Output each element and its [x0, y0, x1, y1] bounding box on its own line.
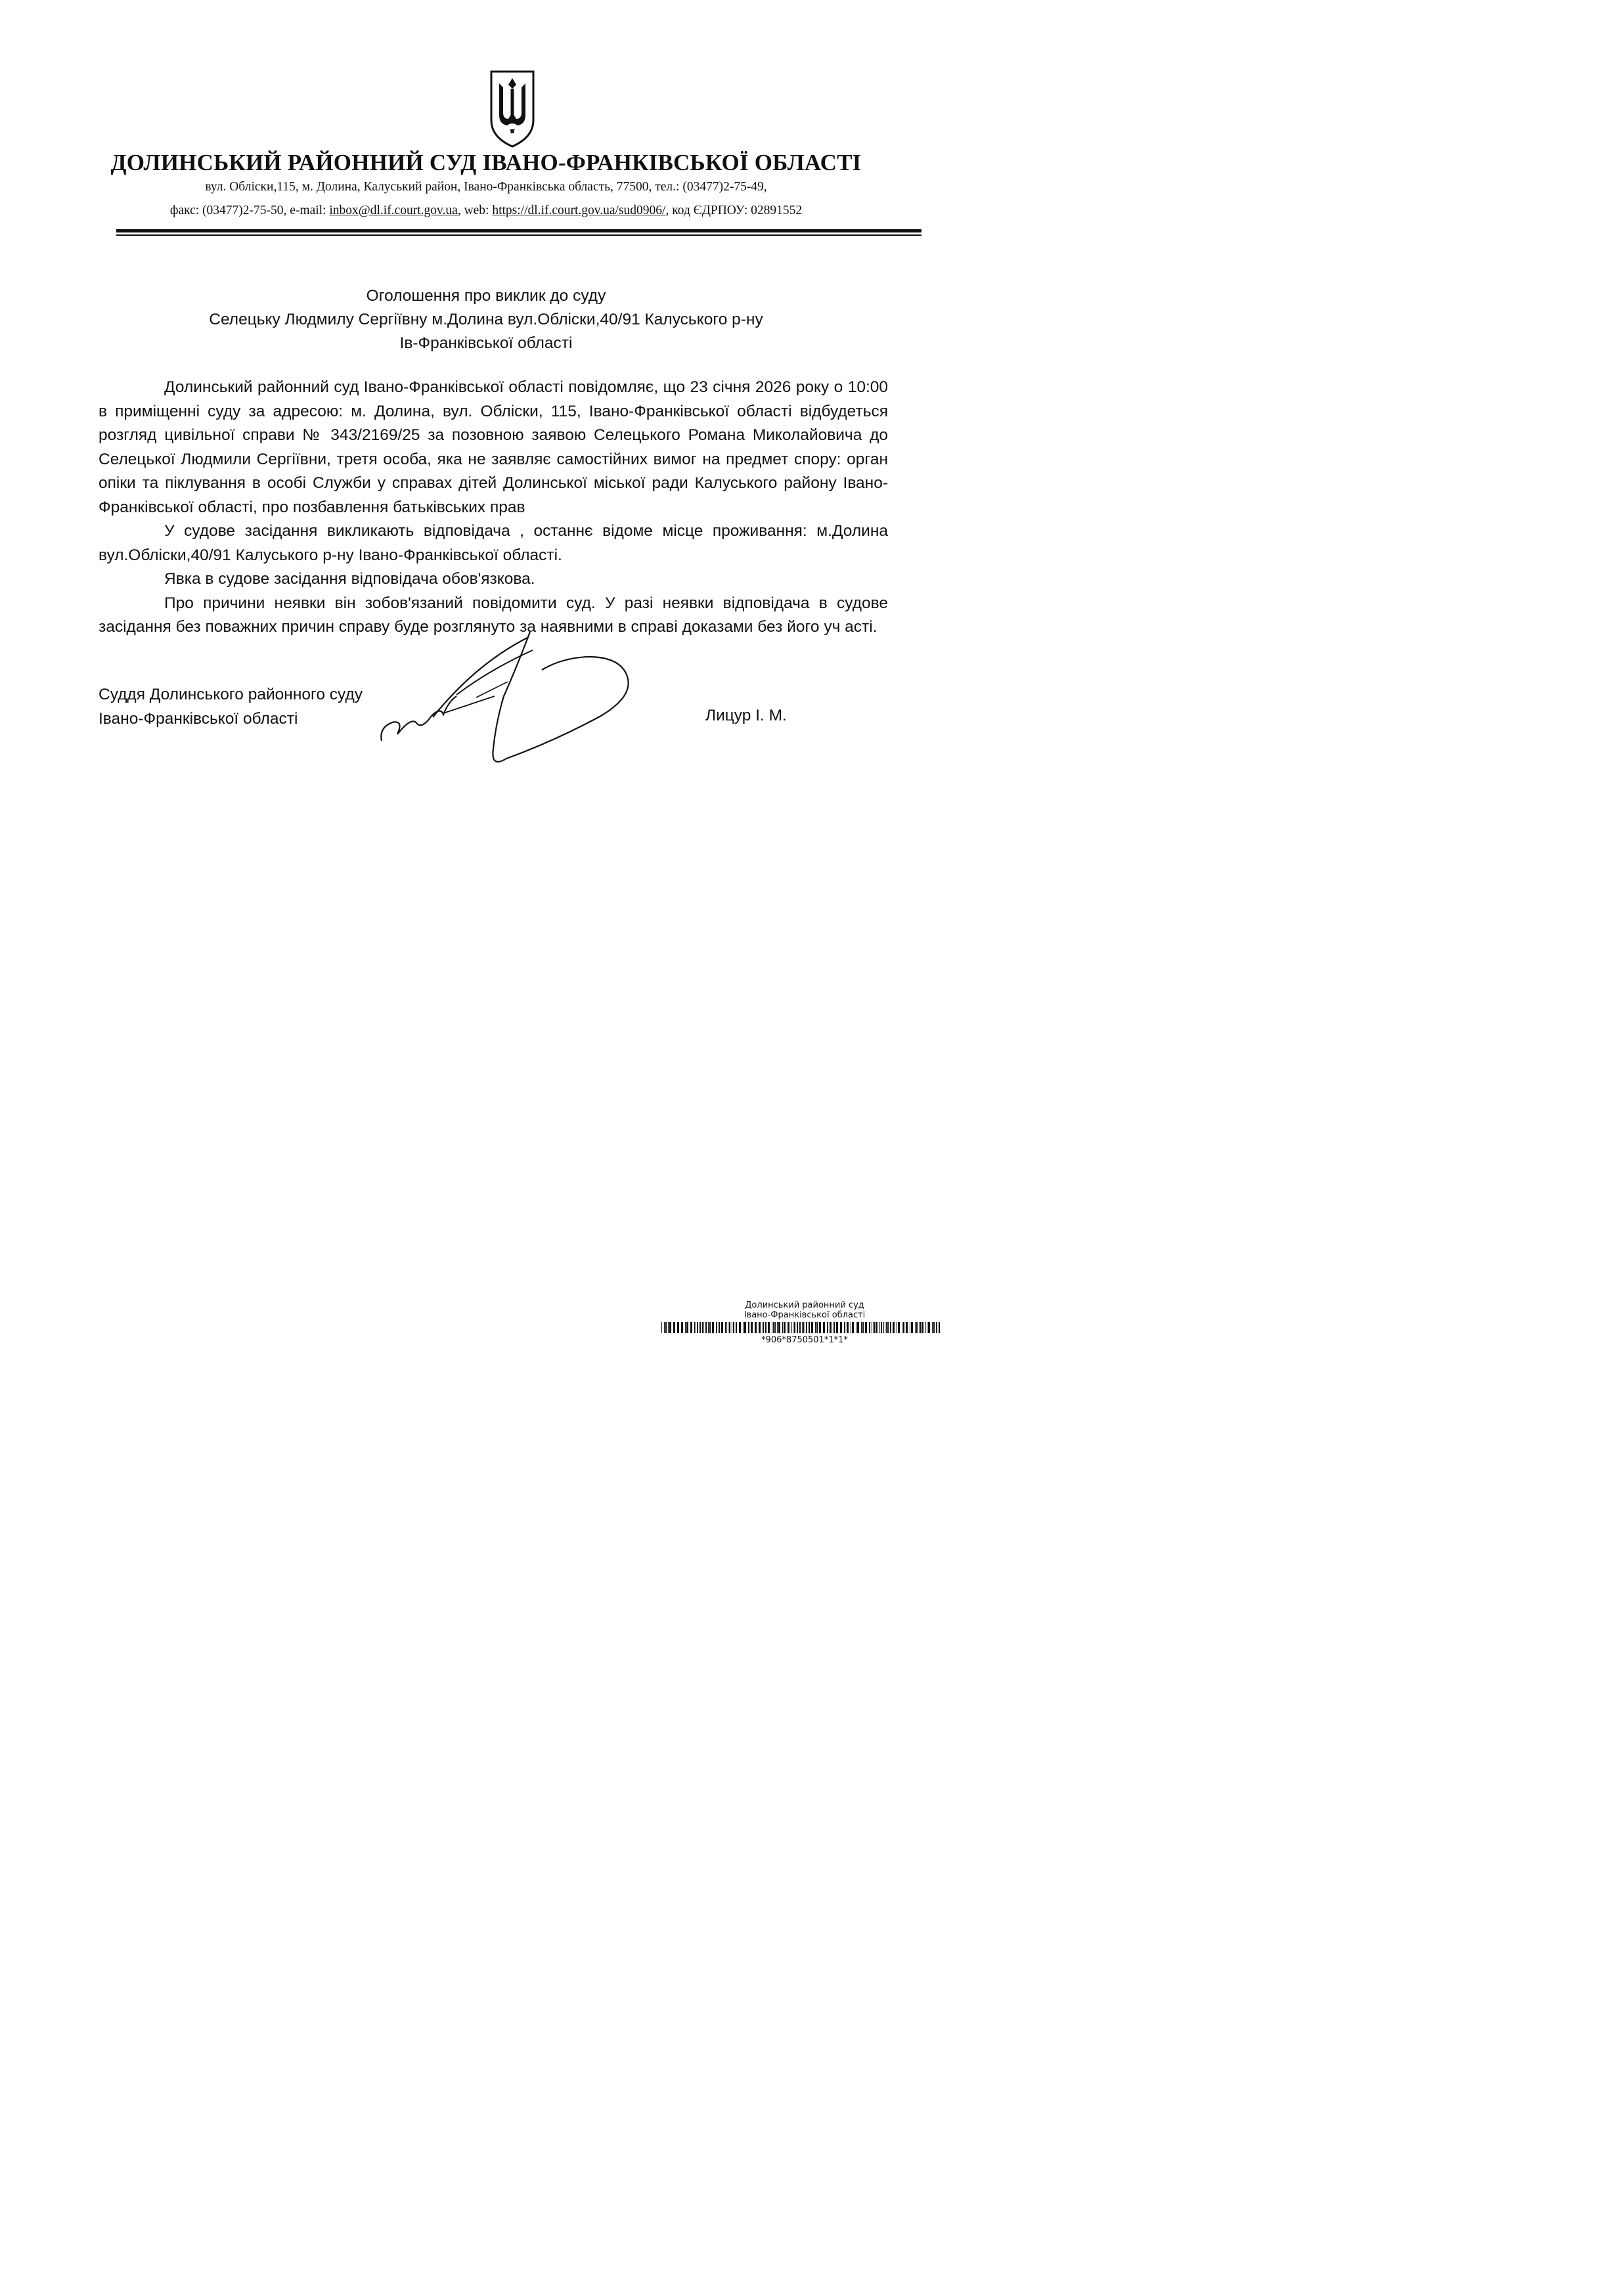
barcode-bar: [725, 1322, 726, 1333]
paragraph-summons: У судове засідання викликають відповідача , останнє відоме місце проживання: м.Долина вул.Обліски,40/91 Калуського р-ну Івано-Франківської області.: [99, 522, 888, 564]
barcode-bar: [933, 1322, 935, 1333]
barcode-bar: [919, 1322, 920, 1333]
barcode-bar: [739, 1322, 741, 1333]
barcode-bar: [665, 1322, 667, 1333]
notice-body: [99, 376, 888, 640]
court-name: ДОЛИНСЬКИЙ РАЙОННИЙ СУД ІВАНО-ФРАНКІВСЬКОЇ ОБЛАСТІ: [110, 150, 862, 175]
barcode-bar: [751, 1322, 753, 1333]
barcode-bar: [799, 1322, 801, 1333]
barcode-bar: [759, 1322, 761, 1333]
barcode-bar: [890, 1322, 891, 1333]
barcode-bar: [816, 1322, 818, 1333]
barcode-bar: [819, 1322, 821, 1333]
barcode-bar: [794, 1322, 795, 1333]
barcode-bar: [898, 1322, 900, 1333]
handwritten-signature: [378, 624, 680, 768]
notice-addressee: Селецьку Людмилу Сергіївну м.Долина вул.Обліски,40/91 Калуського р-ну: [209, 311, 763, 328]
barcode-bar: [903, 1322, 904, 1333]
barcode-bar: [879, 1322, 880, 1333]
barcode-bar: [811, 1322, 813, 1333]
barcode-bar: [690, 1322, 692, 1333]
notice-addressee-region: Ів-Франківської області: [399, 334, 573, 352]
barcode-bar: [669, 1322, 671, 1333]
barcode-bar: [709, 1322, 711, 1333]
barcode-bar: [806, 1322, 807, 1333]
court-contacts: [79, 204, 893, 218]
barcode-bar: [719, 1322, 720, 1333]
barcode-bar: [726, 1322, 727, 1333]
barcode-bar: [836, 1322, 838, 1333]
barcode-bar: [705, 1322, 707, 1333]
barcode-bar: [736, 1322, 737, 1333]
barcode-bar: [768, 1322, 770, 1333]
barcode-bar: [840, 1322, 842, 1333]
barcode-bar: [702, 1322, 703, 1333]
barcode-number: *906*8750501*1*1*: [761, 1335, 848, 1345]
barcode-bar: [755, 1322, 757, 1333]
barcode-bar: [887, 1322, 889, 1333]
barcode-bar: [708, 1322, 709, 1333]
barcode-bar: [852, 1322, 854, 1333]
court-address: вул. Обліски,115, м. Долина, Калуський район, Івано-Франківська область, 77500, тел.: (03477)2-75-49,: [205, 180, 767, 194]
barcode-bar: [743, 1322, 744, 1333]
barcode-bar: [827, 1322, 828, 1333]
barcode-bar: [823, 1322, 825, 1333]
barcode-bar: [661, 1322, 662, 1333]
barcode: [661, 1322, 941, 1333]
barcode-bar: [922, 1322, 923, 1333]
barcode-bar: [925, 1322, 926, 1333]
barcode-bar: [815, 1322, 816, 1333]
barcode-bar: [915, 1322, 916, 1333]
barcode-bar: [685, 1322, 686, 1333]
barcode-bar: [763, 1322, 764, 1333]
barcode-bar: [694, 1322, 695, 1333]
stamp-line1: Долинський районний суд: [745, 1300, 864, 1310]
stamp-line2: Івано-Франківської області: [744, 1310, 866, 1320]
barcode-bar: [777, 1322, 778, 1333]
barcode-bar: [673, 1322, 675, 1333]
header-divider-thin: [116, 234, 922, 236]
barcode-bar: [778, 1322, 780, 1333]
barcode-bar: [936, 1322, 937, 1333]
header-divider-thick: [116, 229, 922, 232]
barcode-bar: [797, 1322, 798, 1333]
web-prefix: , web:: [457, 204, 493, 217]
barcode-bar: [873, 1322, 874, 1333]
barcode-bar: [733, 1322, 734, 1333]
judge-name: Лицур І. М.: [705, 707, 787, 724]
barcode-bar: [874, 1322, 875, 1333]
barcode-bar: [748, 1322, 749, 1333]
barcode-bar: [939, 1322, 940, 1333]
barcode-bar: [664, 1322, 665, 1333]
barcode-bar: [886, 1322, 887, 1333]
fax-text: факс: (03477)2-75-50, e-mail:: [169, 204, 330, 217]
paragraph-hearing-info: Долинський районний суд Івано-Франківської області повідомляє, що 23 січня 2026 року о 10:00 в приміщенні суду за адресою: м. Долина, вул. Обліски, 115, Івано-Франківської області відбудеться розгляд цивільної справи № 343/2169/25 за позовною заявою Селецького Романа Миколайовича до Селецької Людмили Сергіївни, третя особа, яка не заявляє самостійних вимог на предмет спору: орган опіки та піклування в особі Служби у справах дітей Долинської міської ради Калуського району Івано-Франківської області, про позбавлення батьківських прав: [99, 378, 888, 516]
barcode-bar: [928, 1322, 930, 1333]
barcode-bar: [847, 1322, 849, 1333]
barcode-bar: [883, 1322, 884, 1333]
barcode-bar: [677, 1322, 679, 1333]
paragraph-attendance: Явка в судове засідання відповідача обов'язкова.: [164, 570, 535, 588]
barcode-bar: [681, 1322, 683, 1333]
barcode-bar: [802, 1322, 803, 1333]
barcode-bar: [788, 1322, 789, 1333]
barcode-bar: [703, 1322, 704, 1333]
barcode-bar: [869, 1322, 870, 1333]
barcode-bar: [774, 1322, 776, 1333]
trident-emblem-icon: [487, 69, 537, 149]
court-stamp: [660, 1300, 949, 1320]
barcode-bar: [893, 1322, 895, 1333]
barcode-bar: [862, 1322, 864, 1333]
barcode-bar: [876, 1322, 877, 1333]
edrpou-code: , код ЄДРПОУ: 02891552: [665, 204, 803, 217]
barcode-bar: [721, 1322, 723, 1333]
judge-title-line2: Івано-Франківської області: [99, 709, 298, 728]
barcode-bar: [729, 1322, 730, 1333]
paragraph-absence-warning: Про причини неявки він зобов'язаний повідомити суд. У разі неявки відповідача в судове засідання без поважних причин справу буде розглянуто за наявними в справі доказами без його уч асті.: [99, 594, 888, 636]
barcode-bar: [803, 1322, 804, 1333]
barcode-bar: [881, 1322, 882, 1333]
barcode-bar: [932, 1322, 933, 1333]
barcode-bar: [865, 1322, 867, 1333]
barcode-bar: [844, 1322, 845, 1333]
barcode-bar: [916, 1322, 918, 1333]
barcode-bar: [809, 1322, 810, 1333]
web-link[interactable]: https://dl.if.court.gov.ua/sud0906/: [492, 204, 666, 217]
barcode-bar: [668, 1322, 669, 1333]
barcode-bar: [830, 1322, 832, 1333]
barcode-bar: [716, 1322, 717, 1333]
barcode-bar: [911, 1322, 913, 1333]
barcode-bar: [791, 1322, 792, 1333]
barcode-bar: [744, 1322, 746, 1333]
barcode-bar: [712, 1322, 714, 1333]
barcode-bar: [784, 1322, 786, 1333]
notice-title: Оголошення про виклик до суду: [366, 287, 606, 305]
barcode-bar: [782, 1322, 783, 1333]
barcode-bar: [765, 1322, 766, 1333]
email-link[interactable]: inbox@dl.if.court.gov.ua: [329, 204, 458, 217]
barcode-bar: [697, 1322, 698, 1333]
barcode-bar: [920, 1322, 921, 1333]
barcode-bar: [686, 1322, 688, 1333]
judge-title-line1: Суддя Долинського районного суду: [99, 686, 363, 703]
barcode-bar: [773, 1322, 774, 1333]
barcode-bar: [857, 1322, 859, 1333]
barcode-bar: [906, 1322, 908, 1333]
judge-title: [99, 683, 363, 731]
barcode-bar: [833, 1322, 835, 1333]
barcode-bar: [861, 1322, 862, 1333]
barcode-bar: [699, 1322, 701, 1333]
